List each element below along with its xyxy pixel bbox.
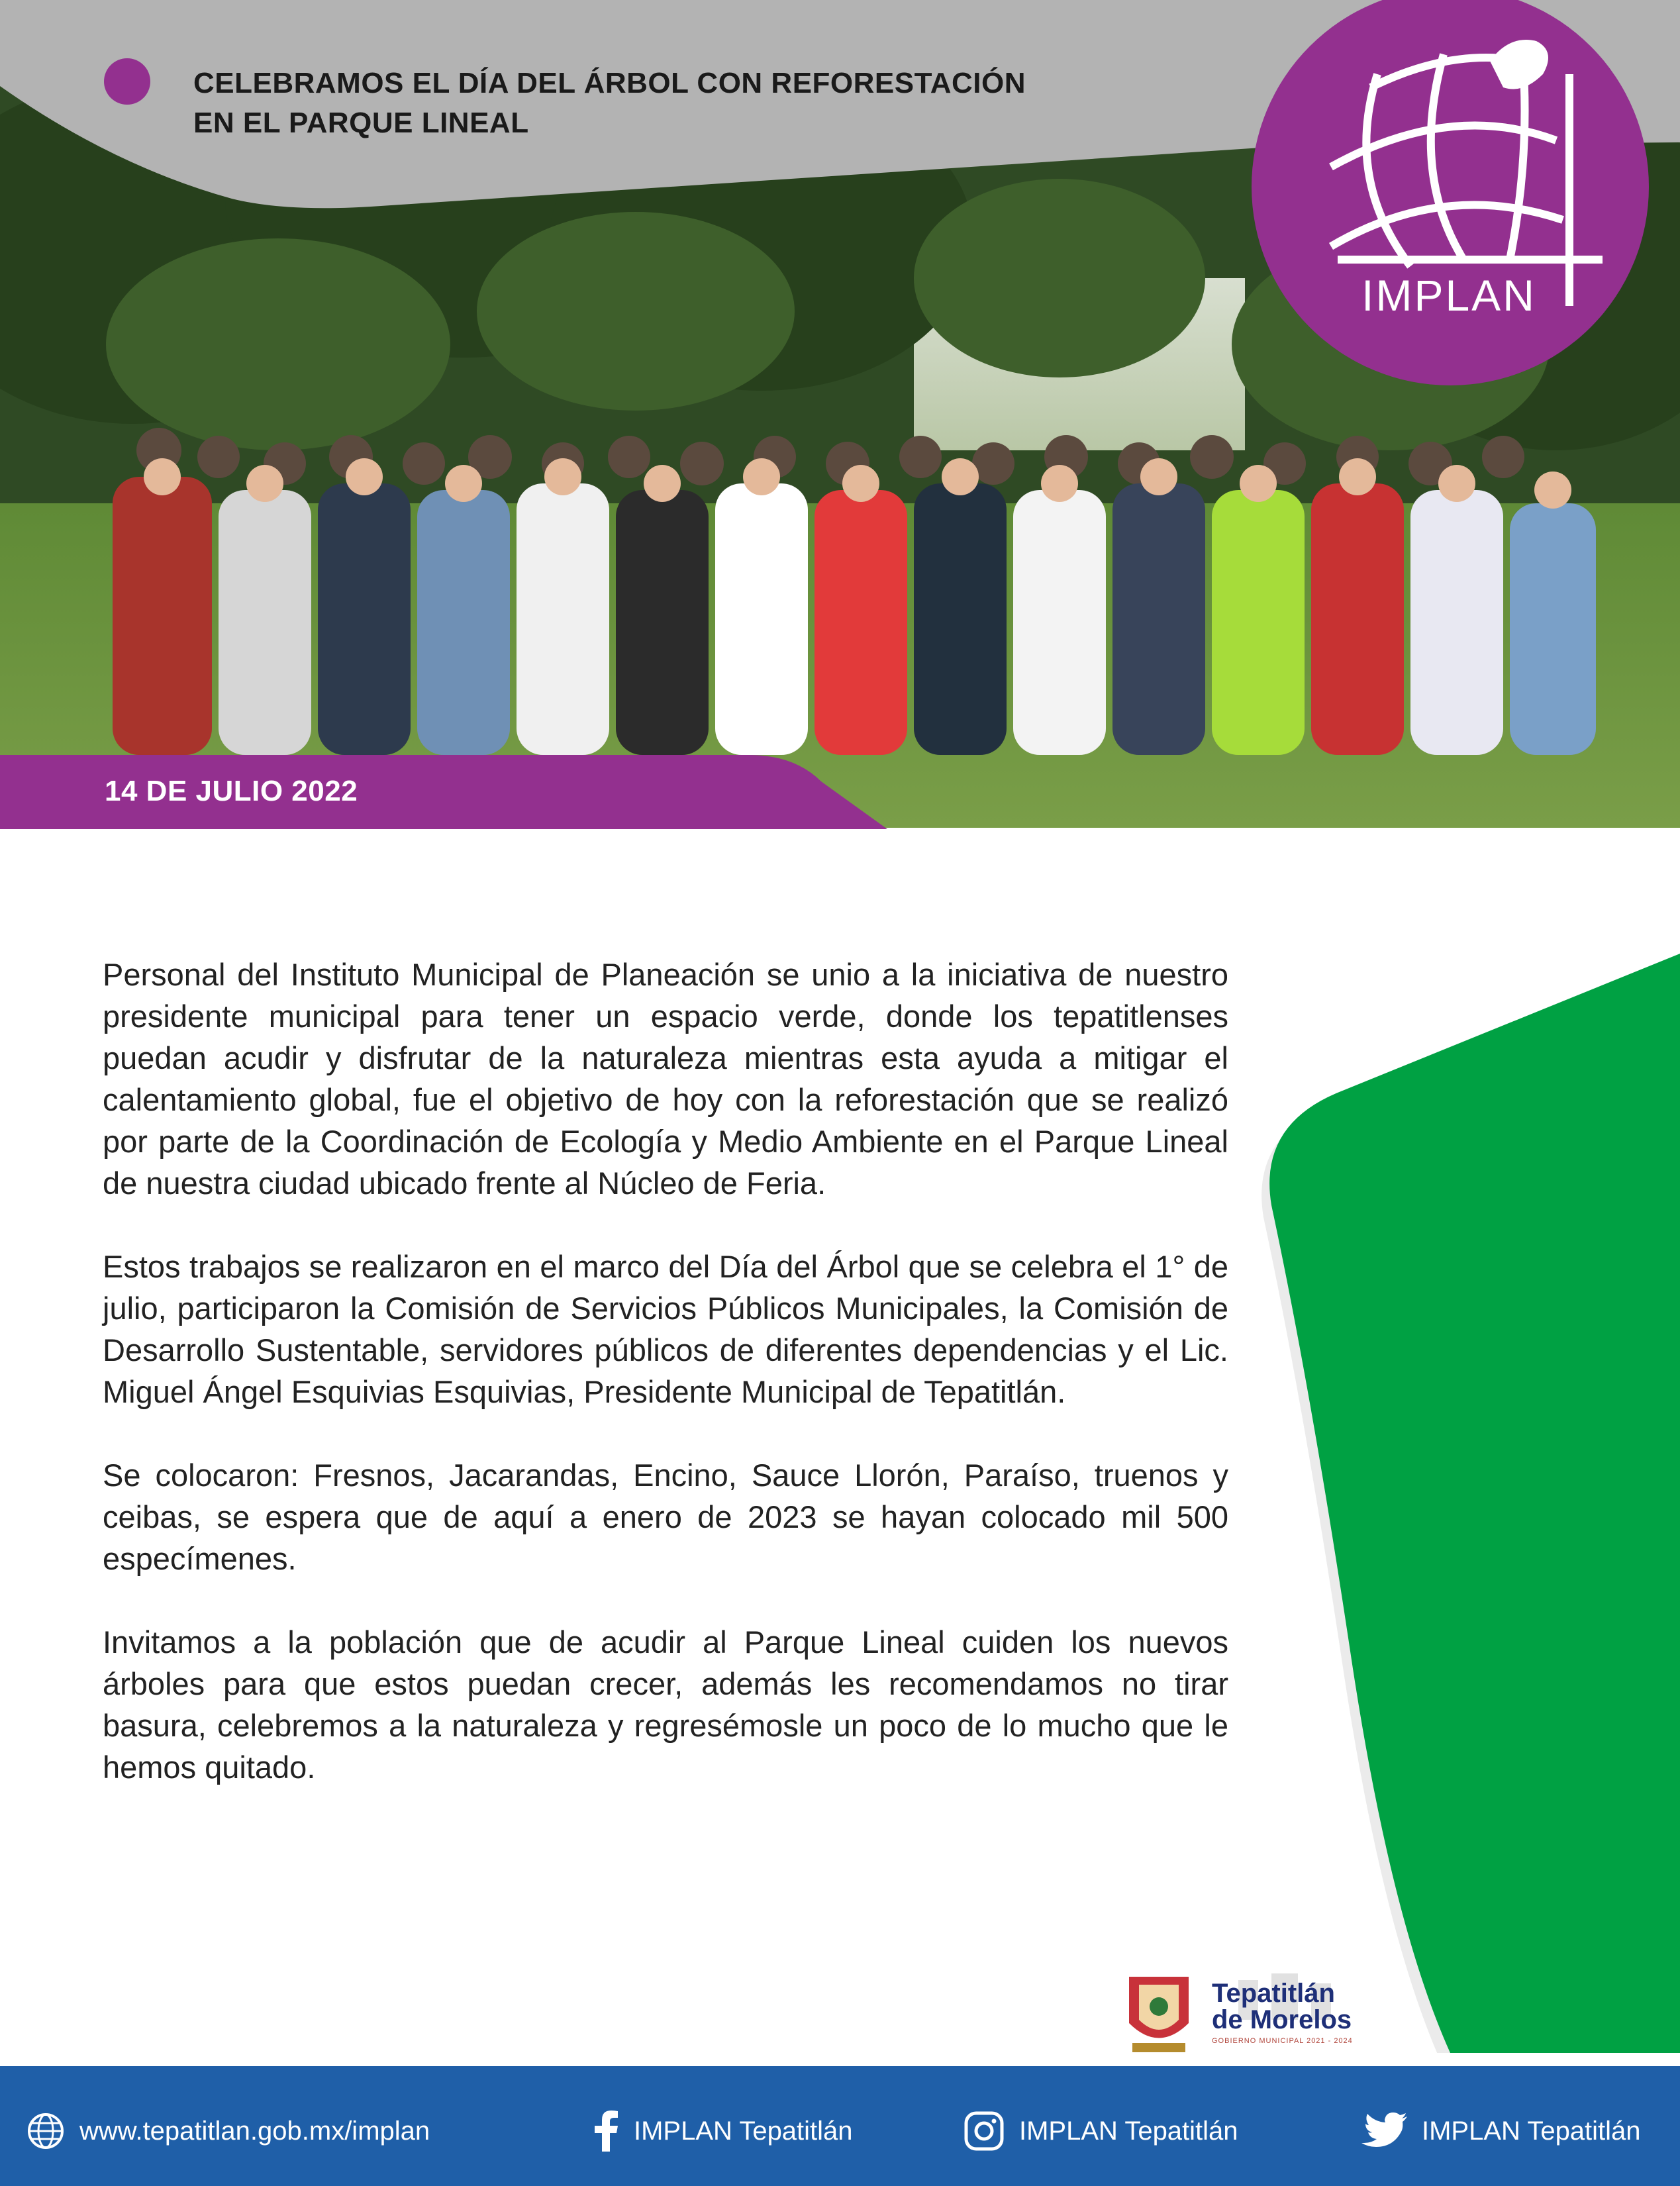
footer-instagram-text: IMPLAN Tepatitlán: [1019, 2116, 1238, 2146]
title-line-2: EN EL PARQUE LINEAL: [193, 107, 529, 139]
implan-logo-text: IMPLAN: [1361, 271, 1536, 320]
instagram-icon: [964, 2111, 1005, 2152]
footer-twitter-text: IMPLAN Tepatitlán: [1422, 2116, 1641, 2146]
title-bullet-dot: [104, 58, 150, 105]
article-paragraph-3: Se colocaron: Fresnos, Jacarandas, Encino, Sauce Llorón, Paraíso, truenos y ceibas, se espera que de aquí a enero de 2023 se hayan colocado mil 500 especímenes.: [103, 1458, 1228, 1576]
article-paragraph-4: Invitamos a la población que de acudir al Parque Lineal cuiden los nuevos árboles para que estos puedan crecer, además les recomendamos no tirar basura, celebremos a la naturaleza y regresémosle un poco de lo mucho que le hemos quitado.: [103, 1624, 1228, 1785]
municipality-name-line-1: Tepatitlán: [1212, 1979, 1335, 2008]
page-title: [193, 64, 1187, 143]
municipality-name: [1212, 1980, 1384, 2033]
footer-facebook-text: IMPLAN Tepatitlán: [634, 2116, 853, 2146]
title-line-1: CELEBRAMOS EL DÍA DEL ÁRBOL CON REFORESTACIÓN: [193, 67, 1026, 99]
footer-website-link[interactable]: [26, 2111, 430, 2151]
implan-logo: [1245, 0, 1655, 385]
publication-date: 14 DE JULIO 2022: [105, 775, 358, 807]
footer-twitter-link[interactable]: [1361, 2111, 1641, 2151]
green-decor-shape: [1258, 927, 1680, 2053]
globe-icon: [26, 2112, 65, 2150]
footer-facebook-link[interactable]: [593, 2111, 853, 2151]
municipality-name-line-2: de Morelos: [1212, 2005, 1352, 2034]
municipality-subtitle: GOBIERNO MUNICIPAL 2021 - 2024: [1212, 2037, 1353, 2045]
article-paragraph-2: Estos trabajos se realizaron en el marco del Día del Árbol que se celebra el 1° de julio, participaron la Comisión de Servicios Públicos Municipales, la Comisión de Desarrollo Sustentable, servidores públicos de diferentes dependencias y el Lic. Miguel Ángel Esquivias Esquivias, Presidente Municipal de Tepatitlán.: [103, 1249, 1228, 1409]
footer-website-text: www.tepatitlan.gob.mx/implan: [79, 2116, 430, 2146]
footer-instagram-link[interactable]: [964, 2111, 1238, 2151]
article-paragraph-1: Personal del Instituto Municipal de Planeación se unio a la iniciativa de nuestro presidente municipal para tener un espacio verde, donde los tepatitlenses puedan acudir y disfrutar de la naturaleza mientras esta ayuda a mitigar el calentamiento global, fue el objetivo de hoy con la reforestación que se realizó por parte de la Coordinación de Ecología y Medio Ambiente en el Parque Lineal de nuestra ciudad ubicado frente al Núcleo de Feria.: [103, 957, 1228, 1201]
article-body: [103, 954, 1228, 1830]
facebook-icon: [593, 2111, 619, 2152]
twitter-icon: [1361, 2112, 1407, 2150]
